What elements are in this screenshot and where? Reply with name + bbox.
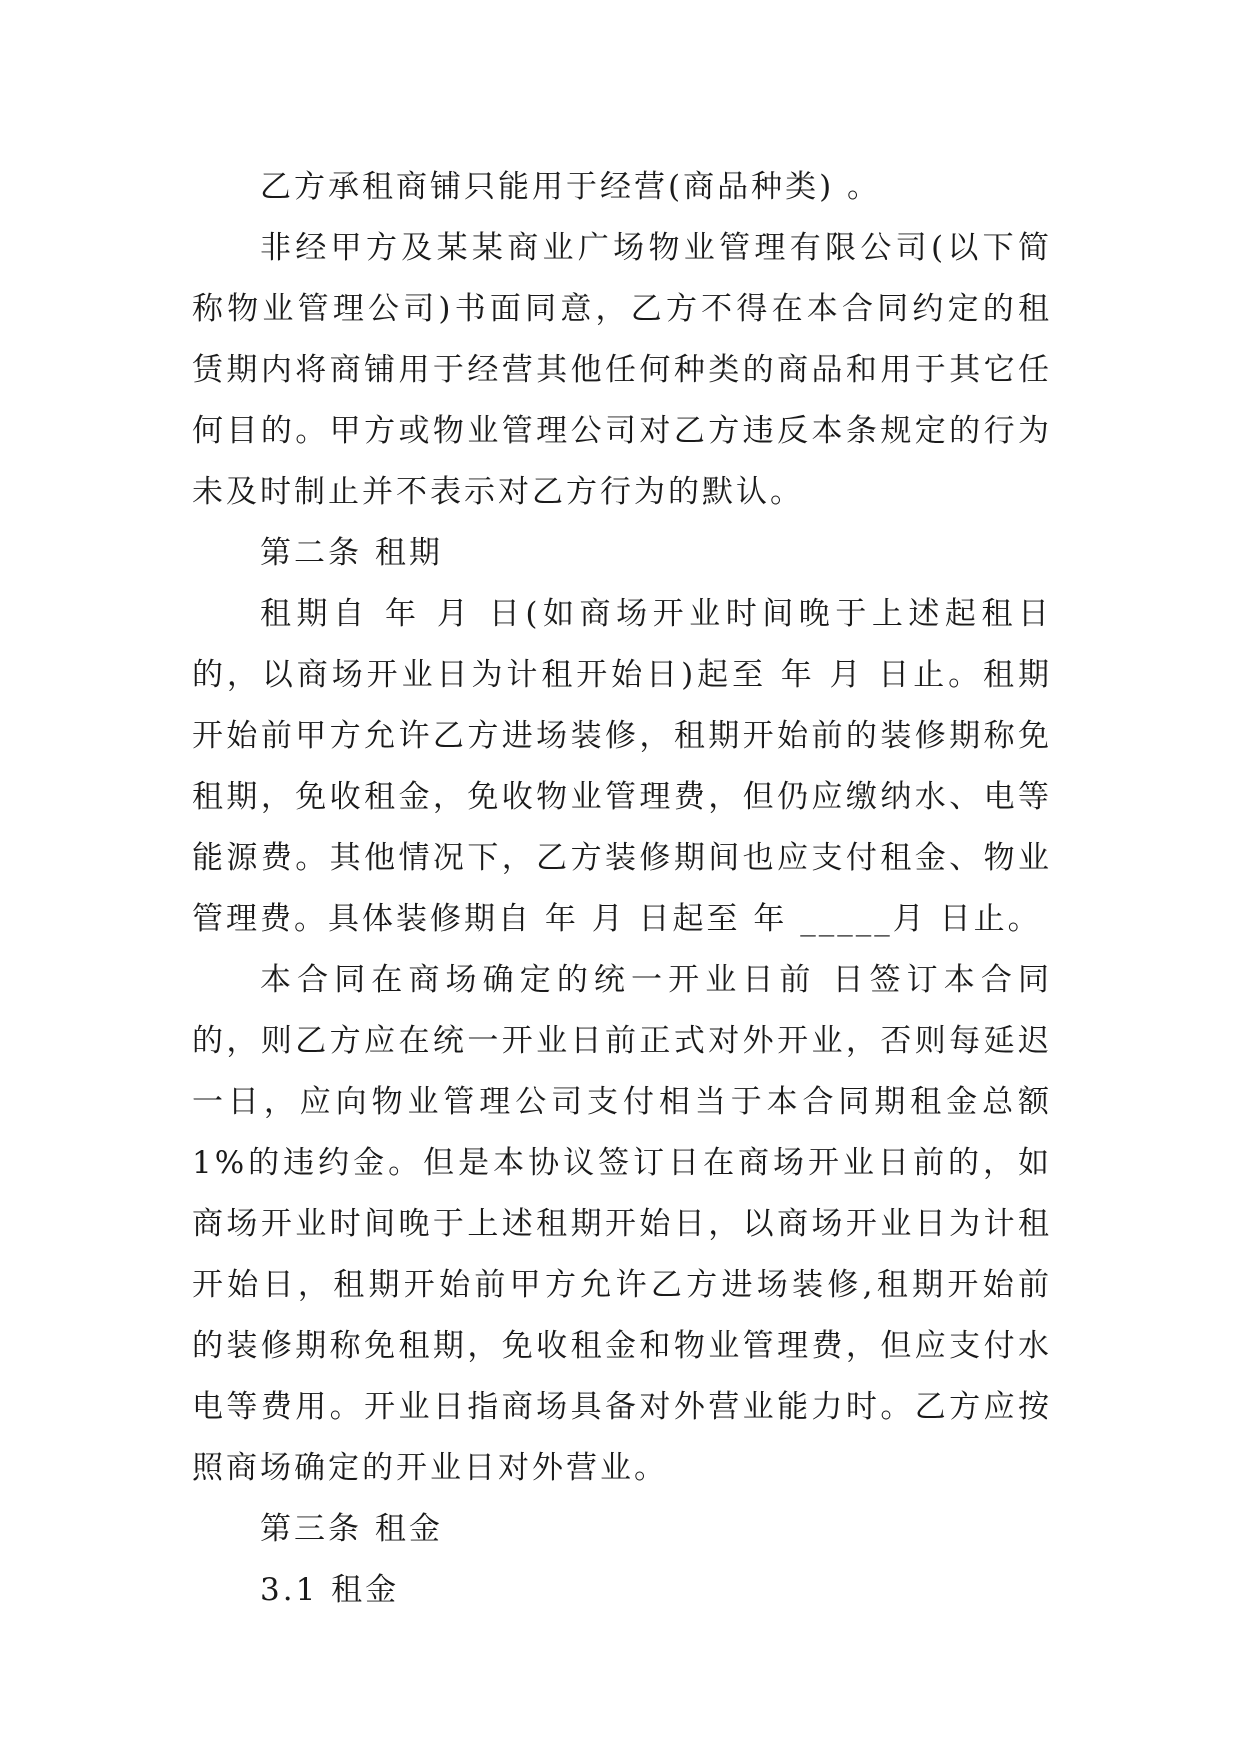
paragraph-usage: 乙方承租商铺只能用于经营(商品种类) 。 <box>260 169 882 205</box>
heading-article-3: 第三条 租金 <box>260 1511 443 1547</box>
paragraph-consent: 非经甲方及某某商业广场物业管理有限公司(以下简称物业管理公司)书面同意，乙方不得在本合同约定的租赁期内将商铺用于经营其他任何种类的商品和用于其它任何目的。甲方或物业管理公司对乙方违反本条规定的行为未及时制止并不表示对乙方行为的默认。 <box>192 230 1052 510</box>
paragraph-lease-term: 租期自 年 月 日(如商场开业时间晚于上述起租日的，以商场开业日为计租开始日)起至 年 月 日止。租期开始前甲方允许乙方进场装修，租期开始前的装修期称免租期，免收租金，免收物业管理费，但仍应缴纳水、电等能源费。其他情况下，乙方装修期间也应支付租金、物业管理费。具体装修期自 年 月 日起至 年 _____月 日止。 <box>192 596 1052 937</box>
document-body <box>192 157 1052 1621</box>
paragraph-opening: 本合同在商场确定的统一开业日前 日签订本合同的，则乙方应在统一开业日前正式对外开业，否则每延迟一日，应向物业管理公司支付相当于本合同期租金总额 1%的违约金。但是本协议签订日在商场开业日前的，如商场开业时间晚于上述租期开始日，以商场开业日为计租开始日，租期开始前甲方允许乙方进场装修,租期开始前的装修期称免租期，免收租金和物业管理费，但应支付水电等费用。开业日指商场具备对外营业能力时。乙方应按照商场确定的开业日对外营业。 <box>192 962 1052 1486</box>
heading-article-2: 第二条 租期 <box>260 535 443 571</box>
heading-section-3-1: 3.1 租金 <box>260 1572 400 1608</box>
